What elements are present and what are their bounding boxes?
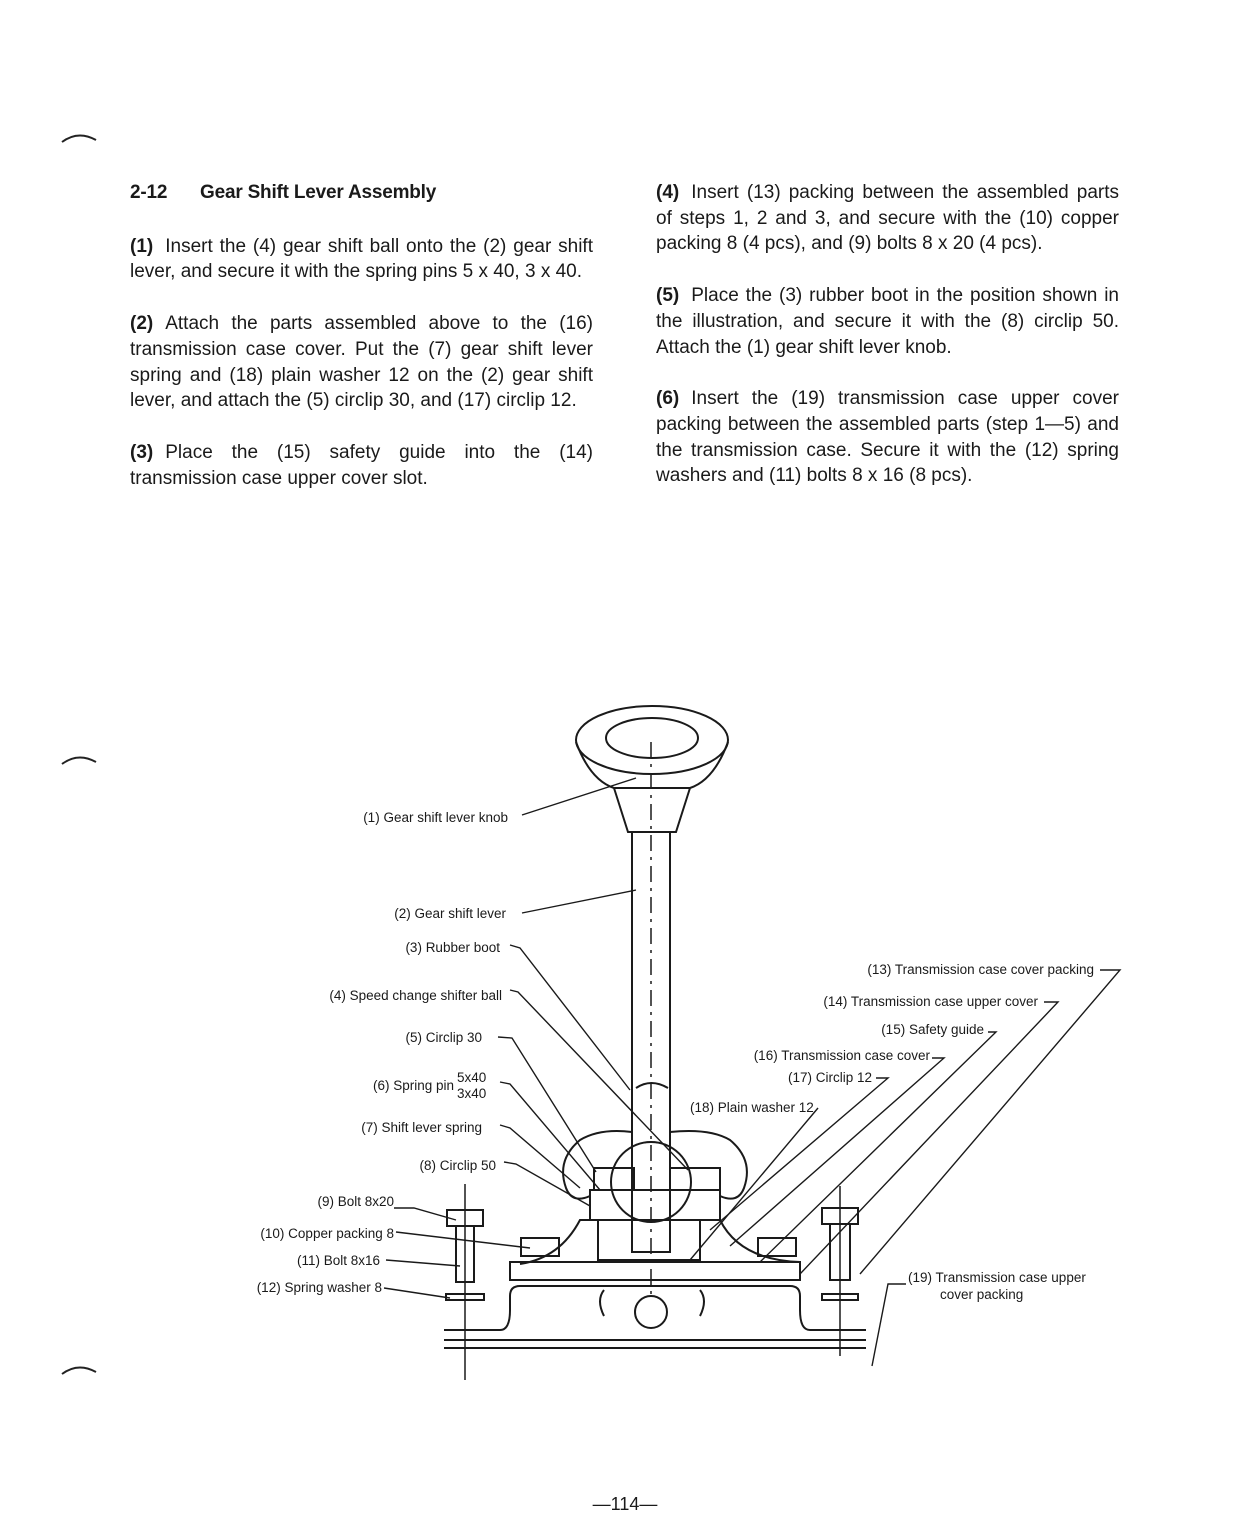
leader-10 [396, 1232, 530, 1248]
step-number: (1) [130, 235, 154, 257]
label-circlip-12: (17) Circlip 12 [787, 1070, 872, 1085]
label-transmission-case-upper-cover: (14) Transmission case upper cover [823, 994, 1038, 1009]
label-bolt-8x20: (9) Bolt 8x20 [317, 1194, 394, 1209]
housing-top [590, 1190, 720, 1220]
label-gear-shift-lever-knob: (1) Gear shift lever knob [363, 810, 508, 825]
step-text: Place the (3) rubber boot in the position shown in the illustration, and secure it with the (8) circlip 50. Attach the (1) gear shift lever knob. [656, 285, 1119, 358]
leader-14 [800, 1002, 1058, 1274]
step-number: (5) [656, 285, 680, 307]
step-text: Place the (15) safety guide into the (14) transmission case upper cover slot. [130, 441, 593, 489]
leader-5 [498, 1037, 596, 1172]
step-text: Insert (13) packing between the assembled parts of steps 1, 2 and 3, and secure with the (10) copper packing 8 (4 pcs), and (9) bolts 8 x 20 (4 pcs). [656, 182, 1119, 255]
section-title: Gear Shift Lever Assembly [200, 182, 437, 203]
guide-right [700, 1290, 704, 1316]
leader-12 [384, 1288, 450, 1298]
leader-13 [860, 970, 1120, 1274]
label-bolt-8x16: (11) Bolt 8x16 [296, 1253, 380, 1268]
label-speed-change-shifter-ball: (4) Speed change shifter ball [329, 988, 502, 1003]
leader-15 [760, 1032, 996, 1262]
rubber-boot-left [563, 1131, 632, 1199]
bolt-head-mid-right [758, 1238, 796, 1256]
leader-1 [522, 778, 636, 815]
leader-16 [730, 1058, 944, 1246]
rubber-boot-right [670, 1131, 747, 1199]
leader-7 [500, 1125, 580, 1188]
leader-2 [522, 890, 636, 913]
label-shift-lever-spring: (7) Shift lever spring [361, 1120, 482, 1135]
step-number: (2) [130, 313, 154, 335]
transmission-case-top [444, 1286, 866, 1330]
housing-body [598, 1220, 700, 1260]
label-upper-cover-packing-line-2: cover packing [940, 1287, 1024, 1302]
label-rubber-boot: (3) Rubber boot [405, 940, 500, 955]
label-plain-washer-12: (18) Plain washer 12 [690, 1100, 814, 1115]
leader-8 [504, 1162, 590, 1206]
label-spring-pin-size-2: 3x40 [457, 1086, 487, 1101]
step-text: Insert the (4) gear shift ball onto the (2) gear shift lever, and secure it with the spring pins 5 x 40, 3 x 40. [130, 235, 593, 283]
guide-left [600, 1290, 604, 1316]
step-number: (3) [130, 441, 154, 463]
label-copper-packing-8: (10) Copper packing 8 [260, 1226, 394, 1241]
leader-18 [690, 1108, 818, 1260]
step-text: Insert the (19) transmission case upper cover packing between the assembled parts (step 1—5) and the transmission case. Secure it with the (12) spring washers and (11) bolts 8 x 16 (8 pcs). [656, 388, 1119, 487]
circlip-left [594, 1168, 634, 1190]
page-number: —114— [592, 1494, 658, 1514]
label-spring-washer-8: (12) Spring washer 8 [256, 1280, 382, 1295]
label-transmission-case-cover-packing: (13) Transmission case cover packing [867, 962, 1094, 977]
knob-top-inner [606, 718, 698, 758]
leader-4 [510, 990, 688, 1170]
leader-11 [386, 1260, 460, 1266]
label-circlip-30: (5) Circlip 30 [405, 1030, 482, 1045]
leader-19 [872, 1284, 906, 1366]
step-number: (6) [656, 388, 680, 410]
pin-arc [636, 1083, 668, 1088]
label-spring-pin: (6) Spring pin [372, 1078, 454, 1093]
upper-cover-plate [510, 1262, 800, 1280]
label-circlip-50: (8) Circlip 50 [419, 1158, 496, 1173]
label-upper-cover-packing-line-1: (19) Transmission case upper [908, 1270, 1086, 1285]
figure-labels [257, 810, 1094, 1302]
step-text: Attach the parts assembled above to the (16) transmission case cover. Put the (7) gear shift lever spring and (18) plain washer 12 on the (2) gear shift lever, and attach the (5) circlip 30, and (17) circlip 12. [130, 313, 593, 412]
section-number: 2-12 [130, 182, 168, 203]
label-spring-pin-size-1: 5x40 [457, 1070, 487, 1085]
label-safety-guide: (15) Safety guide [881, 1022, 984, 1037]
figure-drawing [444, 706, 866, 1380]
knob-top [576, 706, 728, 774]
label-gear-shift-lever: (2) Gear shift lever [394, 906, 506, 921]
circlip-right [670, 1168, 720, 1190]
leader-3 [510, 945, 630, 1090]
lever-ball-end [635, 1296, 667, 1328]
label-transmission-case-cover: (16) Transmission case cover [753, 1048, 930, 1063]
step-number: (4) [656, 182, 680, 203]
